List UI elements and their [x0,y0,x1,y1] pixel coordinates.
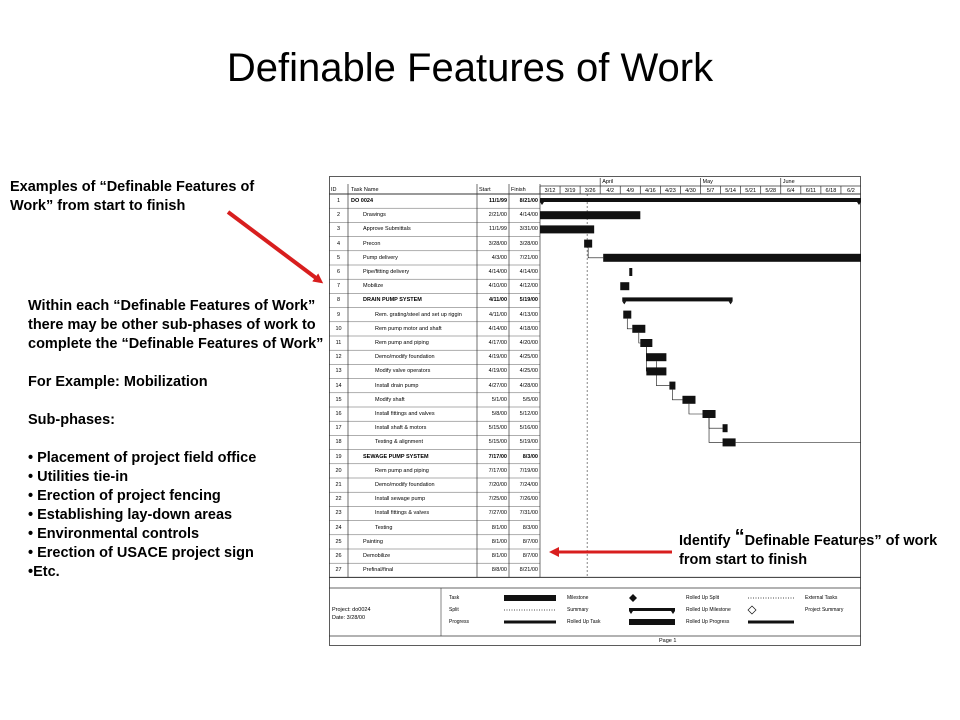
task-start: 7/25/00 [488,496,507,503]
list-item: • Placement of project field office [28,450,257,466]
task-id: 4 [336,240,341,247]
task-finish: 8/7/00 [522,553,538,559]
task-finish: 7/26/00 [519,496,538,503]
legend-label: Progress [449,619,470,625]
task-finish: 4/18/00 [519,325,538,332]
task-id: 12 [335,354,342,361]
task-start: 5/1/00 [491,396,507,403]
col-header-start: Start [479,187,491,193]
month-label: June [782,179,795,185]
task-finish: 8/21/00 [519,198,538,204]
legend-label: Milestone [567,595,589,601]
task-name: Modify valve operators [375,368,431,375]
task-name: Install fittings & valves [375,510,430,517]
week-label: 5/7 [706,188,715,194]
legend-label: Rolled Up Split [686,595,720,601]
task-name: Pipe/fitting delivery [363,269,410,275]
week-label: 5/14 [725,188,736,194]
task-start: 11/1/99 [489,226,507,233]
task-name: Approve Submittals [363,226,411,233]
legend-label: External Tasks [805,595,838,601]
week-label: 4/2 [606,188,615,194]
task-id: 3 [336,226,341,233]
example-label: For Example: Mobilization [28,374,208,390]
task-name: Modify shaft [375,396,405,403]
task-name: Demo/modify foundation [375,482,435,488]
task-name: Install shaft & motors [375,425,427,432]
subphases-label: Sub-phases: [28,412,116,428]
task-name: Install drain pump [375,382,419,389]
task-start: 5/15/00 [488,439,507,446]
task-id: 20 [335,467,342,474]
task-name: DRAIN PUMP SYSTEM [363,297,422,304]
task-id: 2 [336,212,341,219]
task-id: 8 [336,297,341,304]
task-finish: 4/25/00 [519,354,538,361]
task-name: Rem. grating/steel and set up riggin [375,311,462,318]
identify-text: Definable Features” of work from start to finish [679,533,938,568]
task-name: Testing [375,524,393,531]
task-finish: 7/31/00 [519,510,538,517]
task-name: Demo/modify foundation [375,354,435,361]
task-name: Pump delivery [363,254,398,261]
slide-title: Definable Features of Work [226,46,714,90]
project-label: Project: do0024 [332,607,371,613]
task-name: Rem pump motor and shaft [375,325,442,332]
task-name: Install sewage pump [375,496,426,503]
week-label: 6/11 [805,188,816,194]
task-name: SEWAGE PUMP SYSTEM [363,453,429,460]
task-id: 5 [336,254,341,261]
task-id: 10 [335,325,342,332]
week-label: 6/18 [825,188,837,194]
week-label: 4/30 [685,188,696,194]
list-item: • Erection of project fencing [28,488,221,504]
col-header-id: ID [331,187,337,193]
task-finish: 4/25/00 [519,368,538,375]
task-name: Demobilize [363,553,391,559]
task-finish: 7/24/00 [519,482,538,488]
week-label: 3/26 [584,188,596,194]
week-label: 5/21 [745,188,757,194]
list-item: • Establishing lay-down areas [28,507,233,523]
list-item: • Erection of USACE project sign [28,545,254,561]
task-finish: 7/21/00 [519,254,538,261]
task-id: 16 [335,411,342,417]
legend-label: Project Summary [805,607,844,613]
task-name: Mobilize [363,283,384,290]
task-start: 2/21/00 [488,212,507,219]
task-finish: 8/21/00 [519,567,538,574]
task-id: 6 [336,269,341,275]
task-id: 18 [335,439,342,446]
task-name: Rem pump and piping [375,467,429,474]
task-finish: 8/7/00 [522,538,538,545]
task-start: 4/19/00 [488,368,507,375]
task-id: 11 [335,340,342,346]
week-label: 4/16 [644,188,656,194]
legend-label: Rolled Up Task [567,619,601,625]
task-start: 4/11/00 [488,297,507,304]
task-id: 23 [335,510,342,517]
task-finish: 5/5/00 [522,396,538,403]
task-start: 11/1/99 [488,198,507,204]
task-name: Prefinal/final [363,567,394,574]
task-start: 8/8/00 [491,567,507,574]
task-id: 26 [335,553,342,559]
legend-label: Rolled Up Milestone [686,607,731,613]
subphase-intro: Within each “Definable Features of Work” there may be other sub-phases of work to complete the “Definable Features of Work” [28,298,324,352]
month-label: April [602,179,614,185]
task-finish: 5/12/00 [519,411,538,417]
week-label: 6/4 [786,188,795,194]
task-start: 4/10/00 [488,283,507,290]
task-finish: 4/13/00 [519,311,538,318]
task-finish: 3/31/00 [519,226,538,233]
task-id: 13 [335,368,342,375]
date-label: Date: 3/28/00 [332,615,366,621]
task-start: 4/14/00 [488,325,507,332]
month-label: May [702,179,713,185]
task-start: 4/27/00 [488,382,507,389]
task-finish: 3/28/00 [519,240,538,247]
task-id: 9 [336,311,341,318]
task-id: 17 [335,425,342,432]
task-start: 5/8/00 [491,411,507,417]
task-name: DO 0024 [351,198,374,204]
task-finish: 7/19/00 [519,467,538,474]
task-id: 14 [335,382,342,389]
week-label: 4/23 [665,188,676,194]
legend-label: Summary [567,607,589,613]
examples-caption: Examples of “Definable Features of Work” from start to finish [10,179,255,214]
task-start: 7/17/00 [488,467,507,474]
open-quote: “ [734,526,745,548]
task-name: Painting [363,538,383,545]
week-label: 5/28 [765,188,777,194]
task-id: 19 [335,453,342,460]
list-item: •Etc. [28,564,60,580]
task-start: 8/1/00 [491,524,507,531]
task-finish: 5/19/00 [519,297,538,304]
task-finish: 4/14/00 [519,269,538,275]
task-name: Drawings [363,212,386,219]
task-start: 4/11/00 [489,311,507,318]
task-start: 7/27/00 [488,510,507,517]
task-finish: 4/12/00 [519,283,538,290]
identify-label: Identify [679,533,735,549]
task-finish: 4/20/00 [519,340,538,346]
task-id: 25 [335,538,342,545]
task-id: 27 [335,567,342,574]
task-name: Testing & alignment [375,439,423,446]
task-id: 24 [335,524,342,531]
task-name: Install fittings and valves [375,411,435,417]
task-finish: 5/19/00 [519,439,538,446]
legend-label: Task [449,595,460,601]
task-start: 4/14/00 [488,269,507,275]
arrow-to-gantt-icon [228,212,320,281]
task-name: Precon [363,240,381,247]
task-name: Rem pump and piping [375,340,429,346]
legend-label: Split [449,607,459,613]
week-label: 6/2 [847,188,855,194]
task-start: 4/3/00 [491,254,507,261]
task-finish: 4/14/00 [519,212,538,219]
task-finish: 8/3/00 [522,453,538,460]
task-start: 4/17/00 [488,340,507,346]
task-finish: 8/3/00 [522,524,538,531]
list-item: • Environmental controls [28,526,200,542]
week-label: 3/19 [564,188,576,194]
task-start: 7/17/00 [488,453,507,460]
task-start: 7/20/00 [488,482,507,488]
col-header-task-name: Task Name [351,187,379,193]
task-id: 7 [336,283,341,290]
list-item: • Utilities tie-in [28,469,129,485]
week-label: 4/9 [626,188,635,194]
task-start: 5/15/00 [488,425,507,432]
task-id: 21 [335,482,342,488]
task-id: 15 [335,396,342,403]
task-id: 22 [335,496,342,503]
task-finish: 5/16/00 [519,425,538,432]
task-start: 8/1/00 [491,553,507,559]
task-id: 1 [336,198,341,204]
week-label: 3/12 [544,188,556,194]
task-start: 4/19/00 [488,354,507,361]
task-finish: 4/28/00 [519,382,538,389]
col-header-finish: Finish [511,187,526,193]
page-label: Page 1 [659,638,677,644]
task-start: 8/1/00 [491,538,507,545]
legend-label: Rolled Up Progress [686,619,730,625]
task-start: 3/28/00 [488,240,507,247]
